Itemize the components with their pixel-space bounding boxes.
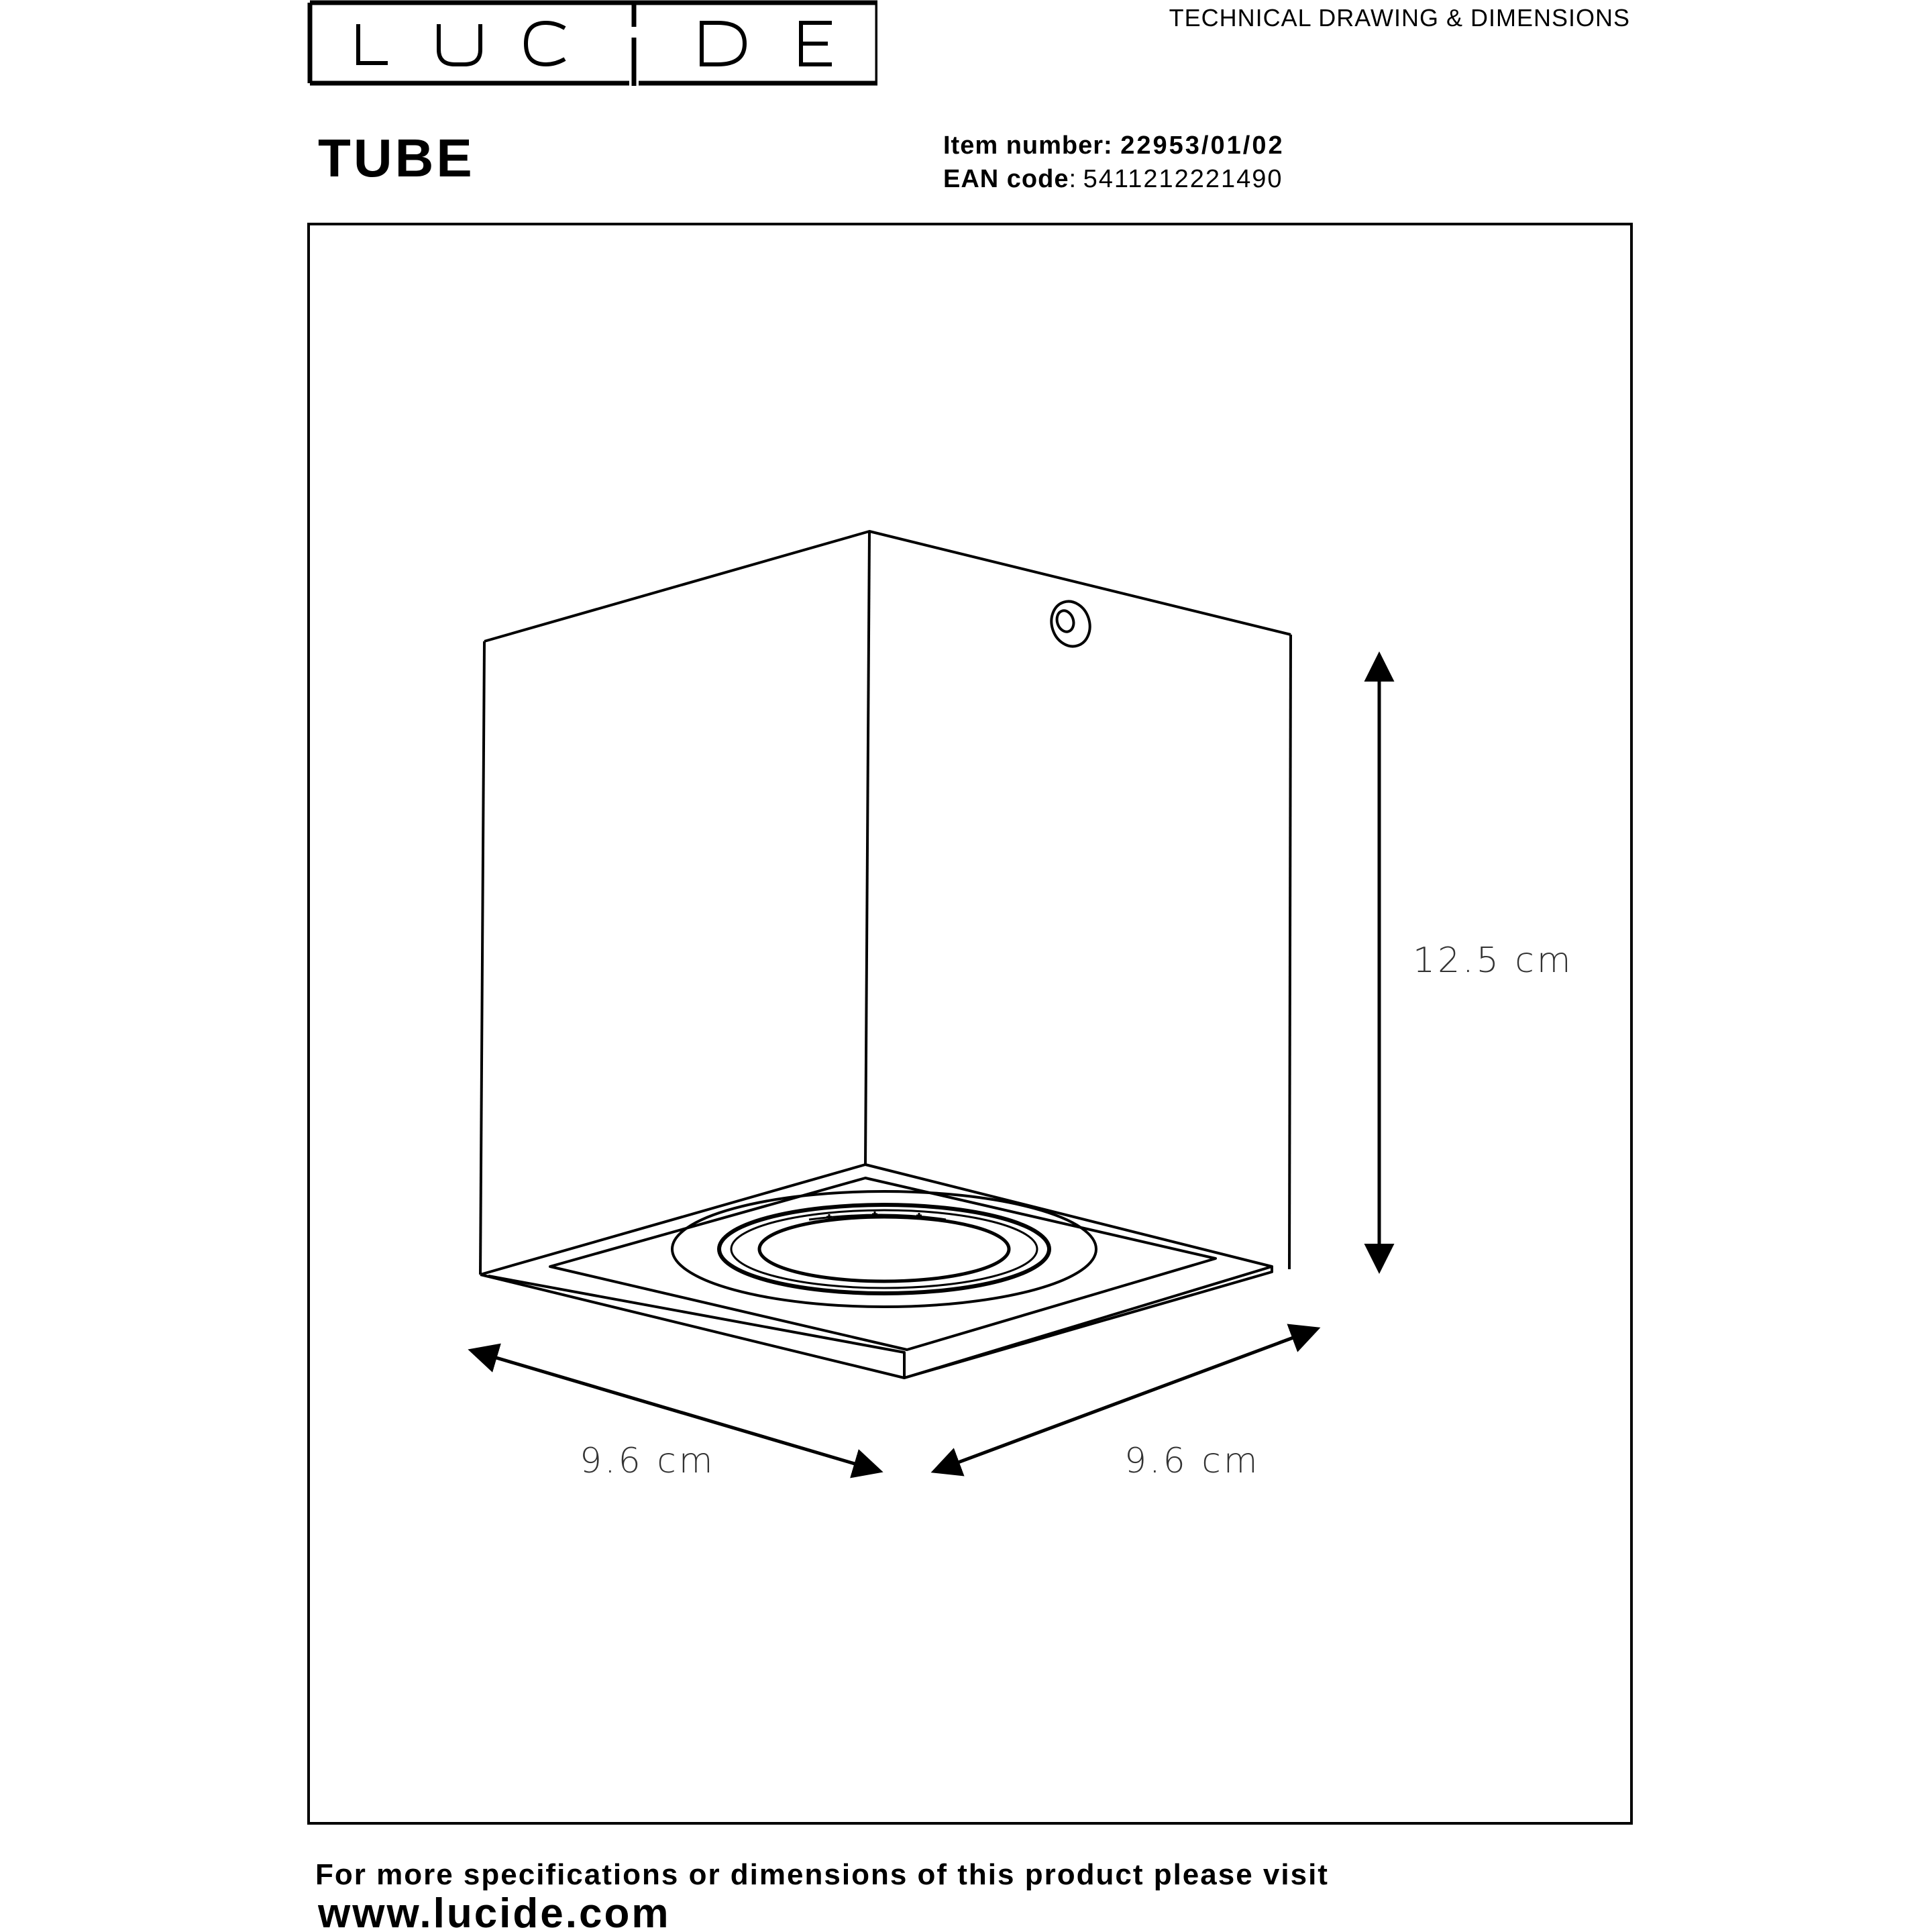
cube-outline — [480, 531, 1291, 1378]
width-left-dimension-label: 9.6 cm — [580, 1441, 716, 1481]
ean-code-value: 5411212221490 — [1083, 165, 1283, 193]
dimension-lines — [474, 657, 1379, 1470]
item-number-row: Item number: 22953/01/02 — [943, 131, 1285, 160]
screw-icon — [1046, 596, 1095, 651]
width-right-dimension-label: 9.6 cm — [1124, 1441, 1260, 1481]
item-number-label: Item number — [943, 131, 1104, 160]
footer-url-link[interactable]: www.lucide.com — [318, 1896, 671, 1932]
ean-code-row: EAN code: 5411212221490 — [943, 165, 1283, 193]
ean-code-label: EAN code — [943, 165, 1069, 193]
footer-text: For more specifications or dimensions of this product please visit — [315, 1858, 1329, 1891]
light-fitting-rings — [672, 1191, 1096, 1307]
item-number-value: 22953/01/02 — [1120, 131, 1285, 160]
product-name: TUBE — [318, 128, 475, 188]
document-type: TECHNICAL DRAWING & DIMENSIONS — [1169, 4, 1630, 32]
height-dimension-label: 12.5 cm — [1413, 941, 1574, 981]
